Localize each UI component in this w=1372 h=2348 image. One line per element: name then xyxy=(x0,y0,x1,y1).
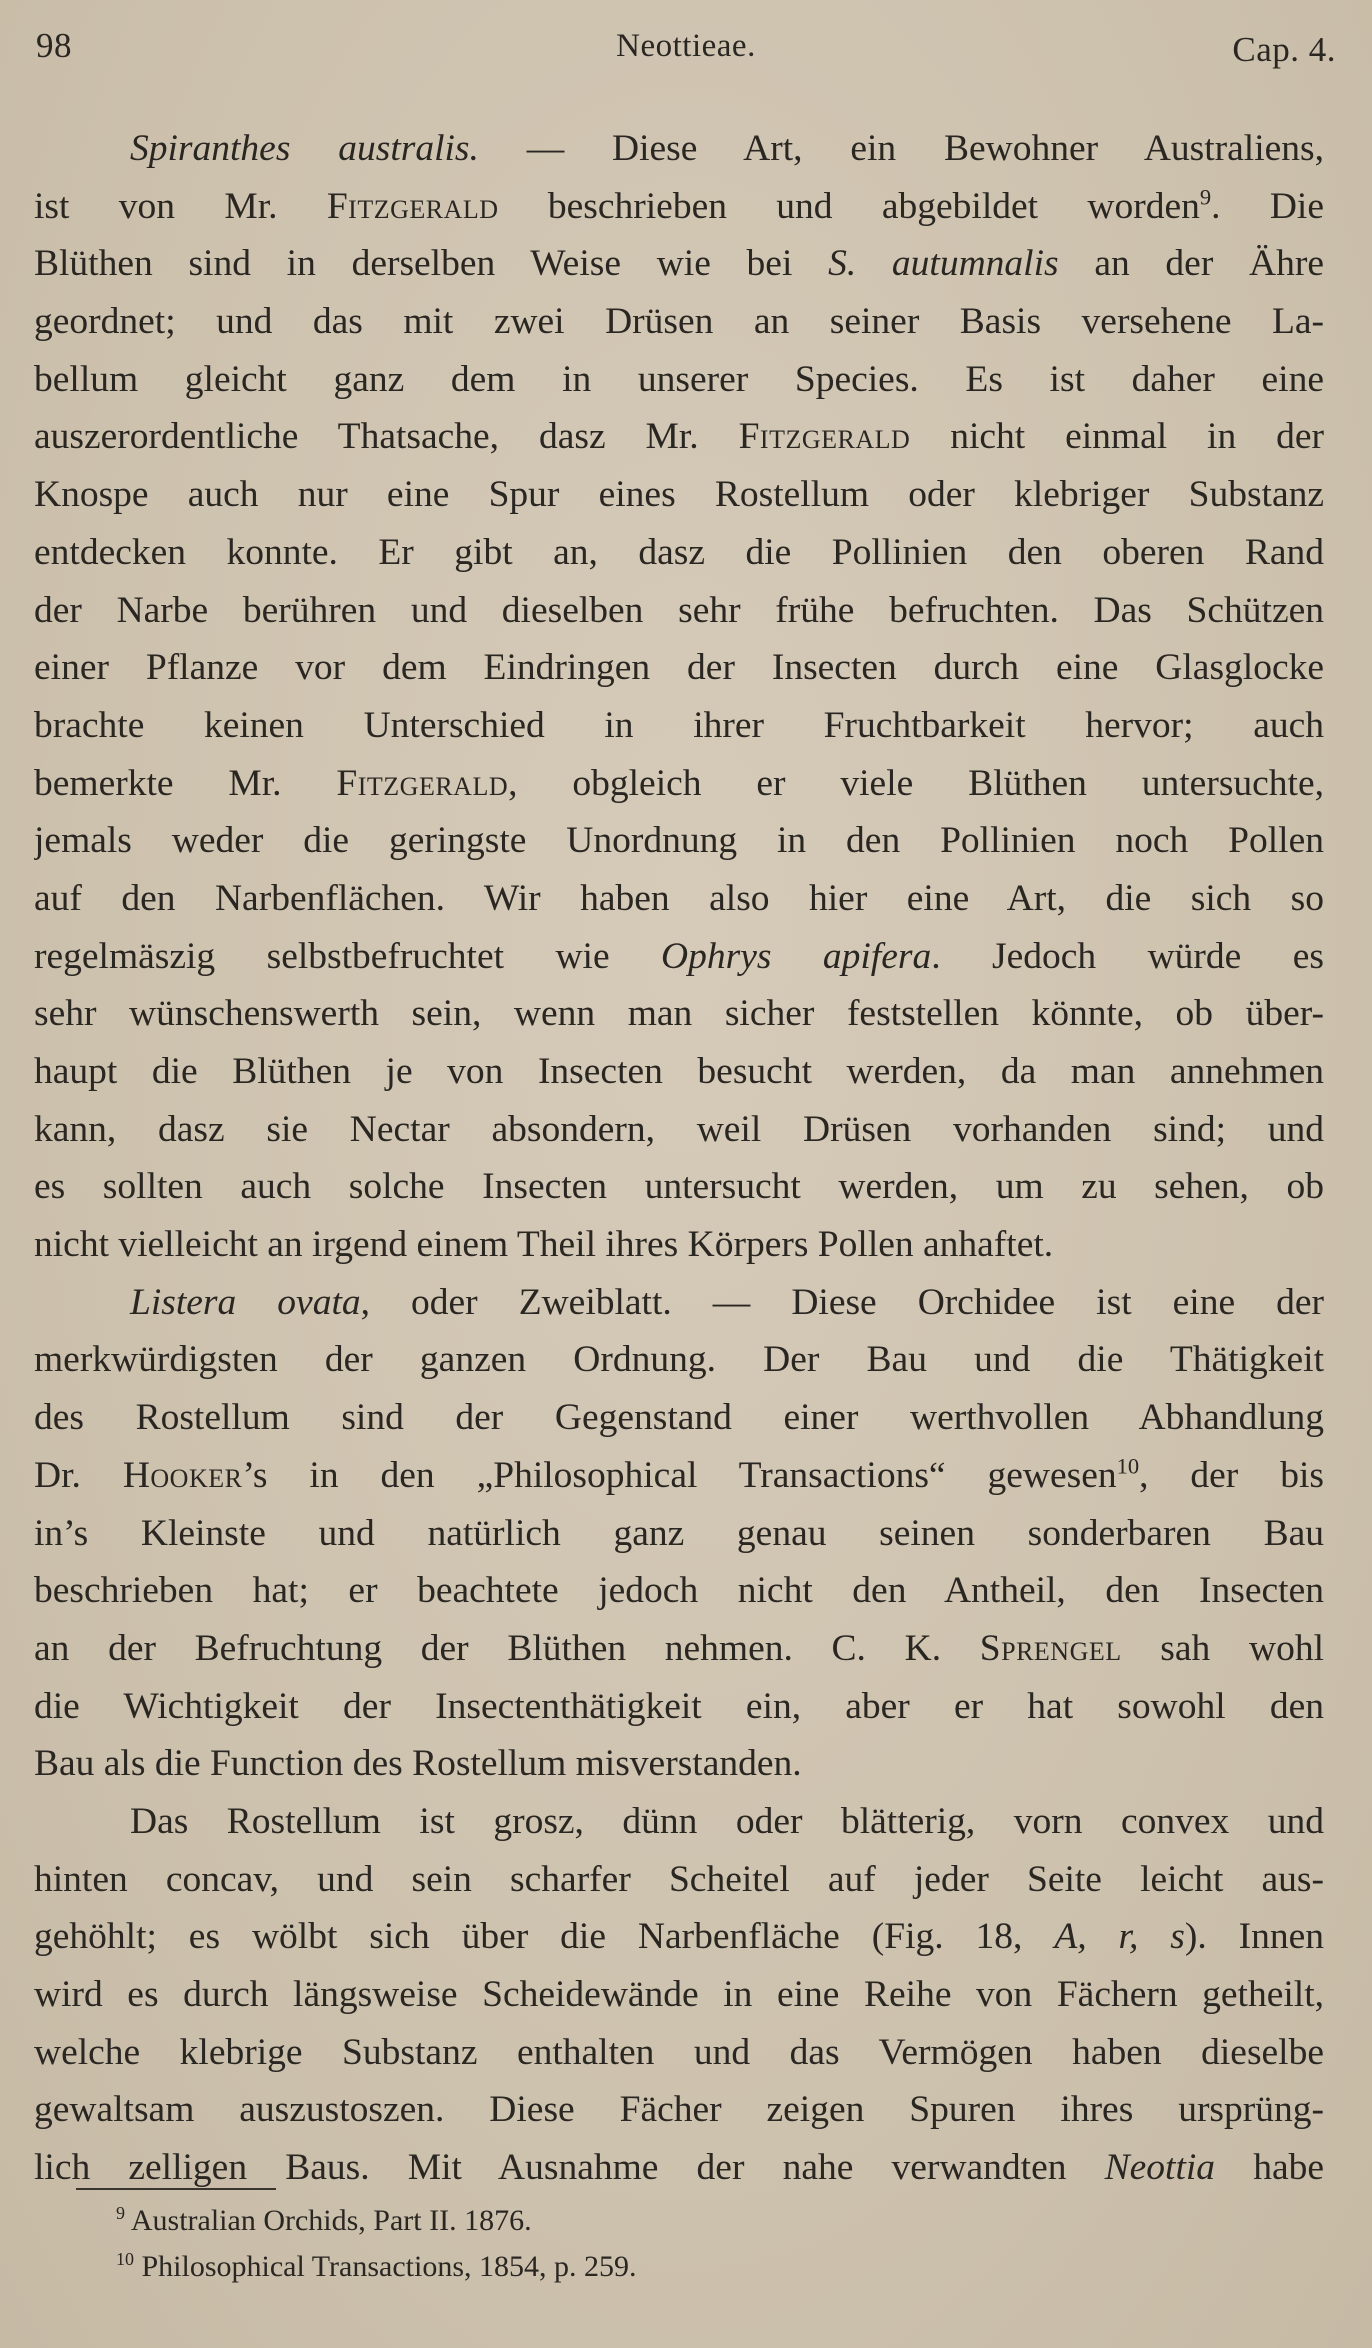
section-title: Neottieae. xyxy=(616,28,756,64)
text-line: wird es durch längsweise Scheidewände in eine Reihe von Fächern getheilt, xyxy=(34,1974,1324,2015)
text-line: die Wichtigkeit der Insectenthätigkeit ein, aber er hat sowohl den xyxy=(34,1685,1324,1727)
text-line: haupt die Blüthen je von Insecten besucht werden, da man annehmen xyxy=(34,1051,1324,1092)
body-text xyxy=(34,120,1324,2197)
text-line: Das Rostellum ist grosz, dünn oder blätterig, vorn convex und xyxy=(130,1800,1324,1842)
text-line: beschrieben hat; er beachtete jedoch nicht den Antheil, den Insecten xyxy=(34,1570,1324,1612)
text-line: regelmäszig selbstbefruchtet wie Ophrys apifera. Jedoch würde es xyxy=(34,935,1324,977)
text-line: einer Pflanze vor dem Eindringen der Insecten durch eine Glasglocke xyxy=(34,647,1324,689)
text-line: auszerordentliche Thatsache, dasz Mr. Fitzgerald nicht einmal in der xyxy=(34,416,1324,458)
footnote-ref-9[interactable]: 9 xyxy=(1199,184,1212,210)
text-line: Dr. Hooker’s in den „Philosophical Transactions“ gewesen$^{10}$, der bis xyxy=(34,1453,1324,1496)
text-line: hinten concav, und sein scharfer Scheitel auf jeder Seite leicht aus- xyxy=(34,1858,1324,1900)
text-line: an der Befruchtung der Blüthen nehmen. C. K. Sprengel sah wohl xyxy=(34,1627,1324,1669)
text-line: Knospe auch nur eine Spur eines Rostellum oder klebriger Substanz xyxy=(34,474,1324,516)
text-line: bellum gleicht ganz dem in unserer Species. Es ist daher eine xyxy=(34,358,1324,400)
footnote-text: Philosophical Transactions, 1854, p. 259. xyxy=(141,2250,637,2283)
text-line: entdecken konnte. Er gibt an, dasz die Pollinien den oberen Rand xyxy=(34,531,1324,573)
running-header xyxy=(36,26,1336,76)
text-line: Listera ovata, oder Zweiblatt. — Diese Orchidee ist eine der xyxy=(130,1281,1324,1323)
footnote-divider xyxy=(76,2188,276,2190)
text-line: der Narbe berühren und dieselben sehr frühe befruchten. Das Schützen xyxy=(34,589,1324,631)
text-line: welche klebrige Substanz enthalten und das Vermögen haben dieselbe xyxy=(34,2031,1324,2073)
text-line: sehr wünschenswerth sein, wenn man sicher feststellen könnte, ob über- xyxy=(34,993,1324,1035)
footnote-text: Australian Orchids, Part II. 1876. xyxy=(130,2204,532,2237)
text-line: kann, dasz sie Nectar absondern, weil Drüsen vorhanden sind; und xyxy=(34,1108,1324,1150)
footnote-number: 9 xyxy=(116,2203,125,2224)
text-line: Spiranthes australis. — Diese Art, ein Bewohner Australiens, xyxy=(130,128,1324,169)
text-line: jemals weder die geringste Unordnung in den Pollinien noch Pollen xyxy=(34,820,1324,862)
page-number: 98 xyxy=(36,26,72,65)
text-line: auf den Narbenflächen. Wir haben also hier eine Art, die sich so xyxy=(34,877,1324,919)
text-line: es sollten auch solche Insecten untersucht werden, um zu sehen, ob xyxy=(34,1166,1324,1208)
text-line: in’s Kleinste und natürlich ganz genau seinen sonderbaren Bau xyxy=(34,1512,1324,1554)
text-line: Bau als die Function des Rostellum misverstanden. xyxy=(34,1743,802,1785)
footnotes xyxy=(116,2198,637,2290)
text-line: gehöhlt; es wölbt sich über die Narbenfläche (Fig. 18, A, r, s). Innen xyxy=(34,1916,1324,1958)
text-line: merkwürdigsten der ganzen Ordnung. Der Bau und die Thätigkeit xyxy=(34,1339,1324,1381)
footnote-ref-10[interactable]: 10 xyxy=(1116,1453,1140,1479)
text-line: bemerkte Mr. Fitzgerald, obgleich er viele Blüthen untersuchte, xyxy=(34,762,1324,804)
text-line: ist von Mr. Fitzgerald beschrieben und abgebildet worden$^9$. Die xyxy=(34,184,1324,227)
text-line: Blüthen sind in derselben Weise wie bei S. autumnalis an der Ähre xyxy=(34,243,1324,285)
footnote-item xyxy=(116,2198,637,2244)
text-line: geordnet; und das mit zwei Drüsen an seiner Basis versehene La- xyxy=(34,301,1324,343)
text-line: gewaltsam auszustoszen. Diese Fächer zeigen Spuren ihres ursprüng- xyxy=(34,2089,1324,2131)
chapter-label: Cap. 4. xyxy=(1232,30,1336,69)
text-line: lich zelligen Baus. Mit Ausnahme der nahe verwandten Neottia habe xyxy=(34,2147,1324,2189)
text-line: des Rostellum sind der Gegenstand einer werthvollen Abhandlung xyxy=(34,1397,1324,1439)
text-line: brachte keinen Unterschied in ihrer Fruchtbarkeit hervor; auch xyxy=(34,704,1324,746)
text-line: nicht vielleicht an irgend einem Theil ihres Körpers Pollen anhaftet. xyxy=(34,1224,1054,1266)
footnote-item xyxy=(116,2244,637,2290)
footnote-number: 10 xyxy=(116,2249,134,2270)
